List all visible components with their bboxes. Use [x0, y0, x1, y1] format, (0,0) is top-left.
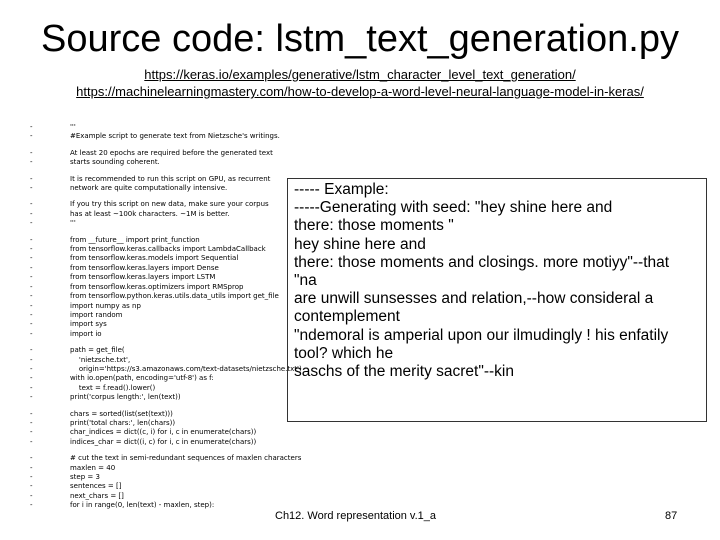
code-line: [30, 311, 300, 320]
bullet-mark: -: [30, 463, 33, 472]
bullet-mark: -: [30, 393, 33, 402]
code-line: [30, 374, 300, 383]
code-group: [30, 236, 300, 339]
bullet-mark: -: [30, 409, 33, 418]
code-line: [30, 365, 300, 374]
code-line: [30, 254, 300, 263]
bullet-mark: -: [30, 437, 33, 446]
code-line: [30, 473, 300, 482]
example-line: "ndemoral is amperial upon our ilmudingly ! his enfatily: [294, 326, 669, 344]
code-line-text: step = 3: [70, 473, 100, 481]
slide-footer: Ch12. Word representation v.1_a: [275, 510, 437, 522]
code-group: [30, 175, 300, 194]
bullet-mark: -: [30, 219, 33, 228]
slide-title: Source code: lstm_text_generation.py: [41, 18, 679, 60]
bullet-mark: -: [30, 454, 33, 463]
bullet-mark: -: [30, 383, 33, 392]
code-listing: [30, 123, 300, 518]
code-line: [30, 356, 300, 365]
bullet-mark: -: [30, 158, 33, 167]
code-line: [30, 123, 300, 132]
code-line-text: from __future__ import print_function: [70, 235, 200, 244]
bullet-mark: -: [30, 355, 33, 364]
code-line-text: At least 20 epochs are required before the generated text: [70, 148, 273, 157]
bullet-mark: -: [30, 174, 33, 183]
code-line-text: from tensorflow.keras.optimizers import RMSprop: [70, 282, 244, 291]
link-keras-example[interactable]: https://keras.io/examples/generative/lstm_character_level_text_generation/: [144, 67, 576, 82]
bullet-mark: -: [30, 374, 33, 383]
bullet-mark: -: [30, 329, 33, 338]
bullet-mark: -: [30, 132, 33, 141]
example-line: there: those moments ": [294, 217, 454, 235]
code-line-text: with io.open(path, encoding='utf-8') as f:: [70, 374, 214, 383]
code-line: [30, 454, 300, 463]
example-line: contemplement: [294, 308, 400, 326]
code-line-text: next_chars = []: [70, 491, 124, 500]
code-line: [30, 320, 300, 329]
code-line-text: import random: [70, 310, 123, 319]
link-machinelearningmastery[interactable]: https://machinelearningmastery.com/how-to-develop-a-word-level-neural-language-model-in-keras/: [76, 84, 644, 99]
code-line-text: has at least ~100k characters. ~1M is better.: [70, 209, 230, 218]
code-line-text: sentences = []: [70, 482, 122, 491]
code-line: [30, 330, 300, 339]
example-line: there: those moments and closings. more motiyy"--that: [294, 253, 670, 271]
code-line-text: It is recommended to run this script on GPU, as recurrent: [70, 174, 271, 183]
bullet-mark: -: [30, 301, 33, 310]
code-line: [30, 302, 300, 311]
code-line: [30, 492, 300, 501]
bullet-mark: -: [30, 320, 33, 329]
code-line-text: from tensorflow.keras.models import Sequential: [70, 254, 239, 263]
bullet-mark: -: [30, 428, 33, 437]
code-line-text: char_indices = dict((c, i) for i, c in enumerate(chars)): [70, 428, 257, 437]
bullet-mark: -: [30, 282, 33, 291]
example-line: -----Generating with seed: "hey shine here and: [294, 199, 613, 217]
code-line-text: ''': [70, 219, 76, 228]
code-group: [30, 346, 300, 402]
example-line: hey shine here and: [294, 235, 426, 253]
code-line-text: 'nietzsche.txt',: [70, 355, 131, 364]
bullet-mark: -: [30, 491, 33, 500]
code-line-text: path = get_file(: [70, 346, 125, 355]
bullet-mark: -: [30, 310, 33, 319]
code-line-text: print('total chars:', len(chars)): [70, 418, 176, 427]
code-group: [30, 454, 300, 510]
code-line: [30, 245, 300, 254]
code-line-text: network are quite computationally intensive.: [70, 184, 228, 193]
code-line: [30, 428, 300, 437]
code-line: [30, 236, 300, 245]
code-line-text: #Example script to generate text from Nietzsche's writings.: [70, 132, 280, 141]
code-group: [30, 410, 300, 448]
example-line: are unwill sunsesses and relation,--how consideral a: [294, 290, 654, 308]
code-line: [30, 273, 300, 282]
code-line-text: origin='https://s3.amazonaws.com/text-datasets/nietzsche.txt'): [70, 364, 302, 373]
code-line: [30, 464, 300, 473]
page-number: 87: [665, 510, 678, 522]
bullet-mark: -: [30, 418, 33, 427]
code-line-text: text = f.read().lower(): [70, 383, 156, 392]
bullet-mark: -: [30, 200, 33, 209]
code-group: [30, 123, 300, 142]
code-line-text: chars = sorted(list(set(text))): [70, 409, 173, 418]
code-line: [30, 158, 300, 167]
code-line: [30, 132, 300, 141]
bullet-mark: -: [30, 292, 33, 301]
code-line: [30, 438, 300, 447]
bullet-mark: -: [30, 209, 33, 218]
code-line: [30, 219, 300, 228]
bullet-mark: -: [30, 482, 33, 491]
code-line-text: indices_char = dict((i, c) for i, c in enumerate(chars)): [70, 437, 257, 446]
code-line: [30, 292, 300, 301]
code-line-text: ''': [70, 123, 76, 131]
code-line: [30, 346, 300, 355]
code-line: [30, 200, 300, 209]
example-line: ----- Example:: [294, 181, 389, 198]
code-line: [30, 393, 300, 402]
bullet-mark: -: [30, 346, 33, 355]
bullet-mark: -: [30, 501, 33, 510]
code-line: [30, 184, 300, 193]
bullet-mark: -: [30, 364, 33, 373]
bullet-mark: -: [30, 263, 33, 272]
code-line-text: import io: [70, 329, 102, 338]
code-line-text: # cut the text in semi-redundant sequences of maxlen characters: [70, 454, 302, 463]
code-group: [30, 200, 300, 228]
code-line: [30, 501, 300, 510]
code-group: [30, 149, 300, 168]
code-line: [30, 264, 300, 273]
code-line-text: print('corpus length:', len(text)): [70, 393, 181, 402]
code-line: [30, 419, 300, 428]
example-line: saschs of the merity sacret"--kin: [294, 363, 514, 381]
bullet-mark: -: [30, 123, 33, 131]
example-output-box: [287, 178, 707, 422]
bullet-mark: -: [30, 148, 33, 157]
reference-links: [40, 66, 680, 100]
bullet-mark: -: [30, 184, 33, 193]
code-line: [30, 149, 300, 158]
code-line-text: from tensorflow.keras.layers import LSTM: [70, 273, 216, 282]
bullet-mark: -: [30, 273, 33, 282]
code-line: [30, 283, 300, 292]
bullet-mark: -: [30, 473, 33, 481]
code-line: [30, 482, 300, 491]
code-line-text: import numpy as np: [70, 301, 141, 310]
code-line-text: from tensorflow.keras.callbacks import LambdaCallback: [70, 245, 266, 254]
bullet-mark: -: [30, 254, 33, 263]
code-line: [30, 384, 300, 393]
code-line-text: import sys: [70, 320, 107, 329]
code-line-text: If you try this script on new data, make sure your corpus: [70, 200, 269, 209]
bullet-mark: -: [30, 245, 33, 254]
code-line-text: for i in range(0, len(text) - maxlen, step):: [70, 501, 215, 510]
code-line: [30, 175, 300, 184]
code-line-text: maxlen = 40: [70, 463, 116, 472]
code-line-text: from tensorflow.python.keras.utils.data_utils import get_file: [70, 292, 279, 301]
example-line: "na: [294, 272, 317, 290]
bullet-mark: -: [30, 235, 33, 244]
code-line-text: starts sounding coherent.: [70, 158, 160, 167]
code-line-text: from tensorflow.keras.layers import Dense: [70, 263, 219, 272]
code-line: [30, 210, 300, 219]
example-line: tool? which he: [294, 344, 394, 362]
code-line: [30, 410, 300, 419]
